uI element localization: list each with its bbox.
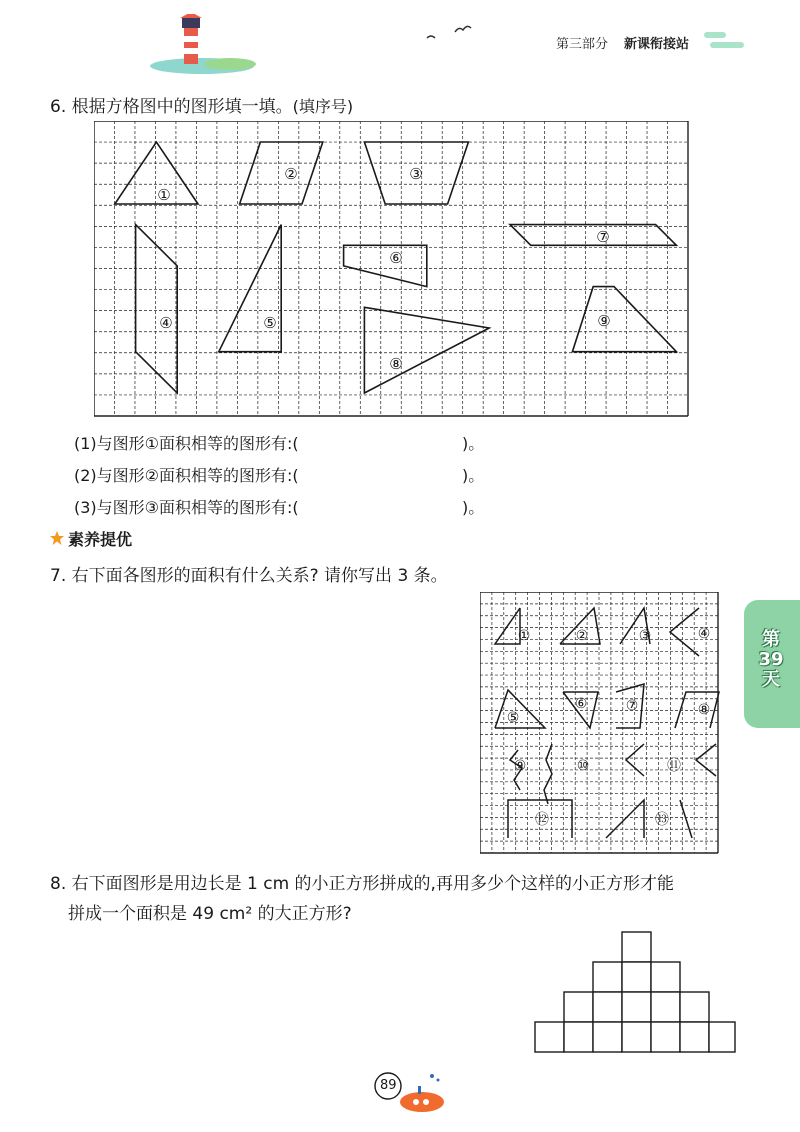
q7-grid-figure	[480, 592, 720, 855]
q6-label-1: ①	[157, 186, 171, 204]
q7-label-13: ⑬	[655, 812, 669, 828]
q6-sub-2	[74, 463, 299, 486]
q6-sub-2-close: )。	[462, 466, 485, 485]
q6-label-5: ⑤	[263, 314, 277, 332]
q7-label-4: ④	[697, 626, 711, 642]
q6-sub-3	[74, 495, 299, 518]
q7-label-11: ⑪	[667, 758, 681, 774]
q6-label-7: ⑦	[596, 228, 610, 246]
q6-sub-3-close: )。	[462, 498, 485, 517]
q6-label-3: ③	[409, 165, 423, 183]
star-icon	[49, 530, 65, 546]
q8-line-1: 8. 右下面图形是用边长是 1 cm 的小正方形拼成的,再用多少个这样的小正方形才能	[50, 874, 674, 894]
lighthouse-icon	[150, 14, 260, 74]
q6-answer-field-1[interactable]	[355, 436, 455, 454]
q6-sub-2-text: (2)与图形②面积相等的图形有:(	[74, 466, 299, 485]
header-section: 第三部分	[556, 37, 609, 52]
q8-line-2: 拼成一个面积是 49 cm² 的大正方形?	[68, 904, 352, 924]
q7-label-3: ③	[638, 628, 652, 644]
q6-title	[50, 92, 353, 117]
q6-label-6: ⑥	[389, 249, 403, 267]
q6-shape-5	[219, 225, 281, 352]
q6-label-8: ⑧	[389, 355, 403, 373]
q7-label-5: ⑤	[506, 710, 520, 726]
page-number: 89	[380, 1078, 397, 1093]
q6-shape-9	[572, 287, 676, 352]
submarine-icon	[370, 1068, 450, 1118]
q7-title: 7. 右下面各图形的面积有什么关系? 请你写出 3 条。	[50, 566, 448, 586]
q6-sub-3-text: (3)与图形③面积相等的图形有:(	[74, 498, 299, 517]
q6-title-text: 6. 根据方格图中的图形填一填。	[50, 97, 293, 117]
q6-shape-7	[510, 225, 676, 246]
q6-label-2: ②	[284, 165, 298, 183]
bird-icon	[425, 22, 475, 42]
q6-sub-1-close: )。	[462, 434, 485, 453]
header-wave-icon	[700, 28, 750, 52]
q7-label-2: ②	[575, 628, 589, 644]
q7-label-6: ⑥	[574, 696, 588, 712]
q7-shape-4	[670, 608, 699, 656]
q6-shape-4	[136, 225, 178, 393]
q7-shape-1	[495, 608, 520, 644]
q6-shape-6	[344, 245, 427, 286]
q6-sub-1-text: (1)与图形①面积相等的图形有:(	[74, 434, 299, 453]
q7-shape-10	[544, 744, 552, 804]
q8-staircase-figure	[532, 930, 738, 1054]
header-decoration	[150, 14, 260, 78]
q6-label-9: ⑨	[597, 312, 611, 330]
q7-label-7: ⑦	[625, 698, 639, 714]
q7-label-1: ①	[517, 628, 531, 644]
q7-label-12: ⑫	[535, 812, 549, 828]
section-title: 素养提优	[68, 530, 133, 549]
q7-label-10: ⑩	[576, 758, 590, 774]
q6-note: (填序号)	[292, 97, 354, 116]
header-title: 新课衔接站	[624, 37, 690, 52]
q6-shape-8	[364, 307, 489, 393]
q7-label-8: ⑧	[697, 702, 711, 718]
q6-grid-figure	[94, 121, 690, 418]
q6-answer-field-2[interactable]	[355, 468, 455, 486]
q6-shape-2	[240, 142, 323, 204]
q6-label-4: ④	[159, 314, 173, 332]
side-tab	[744, 600, 800, 728]
q6-answer-field-3[interactable]	[355, 500, 455, 518]
q7-label-9: ⑨	[513, 758, 527, 774]
q6-sub-1	[74, 431, 299, 454]
side-tab-text: 第39天	[758, 629, 784, 690]
